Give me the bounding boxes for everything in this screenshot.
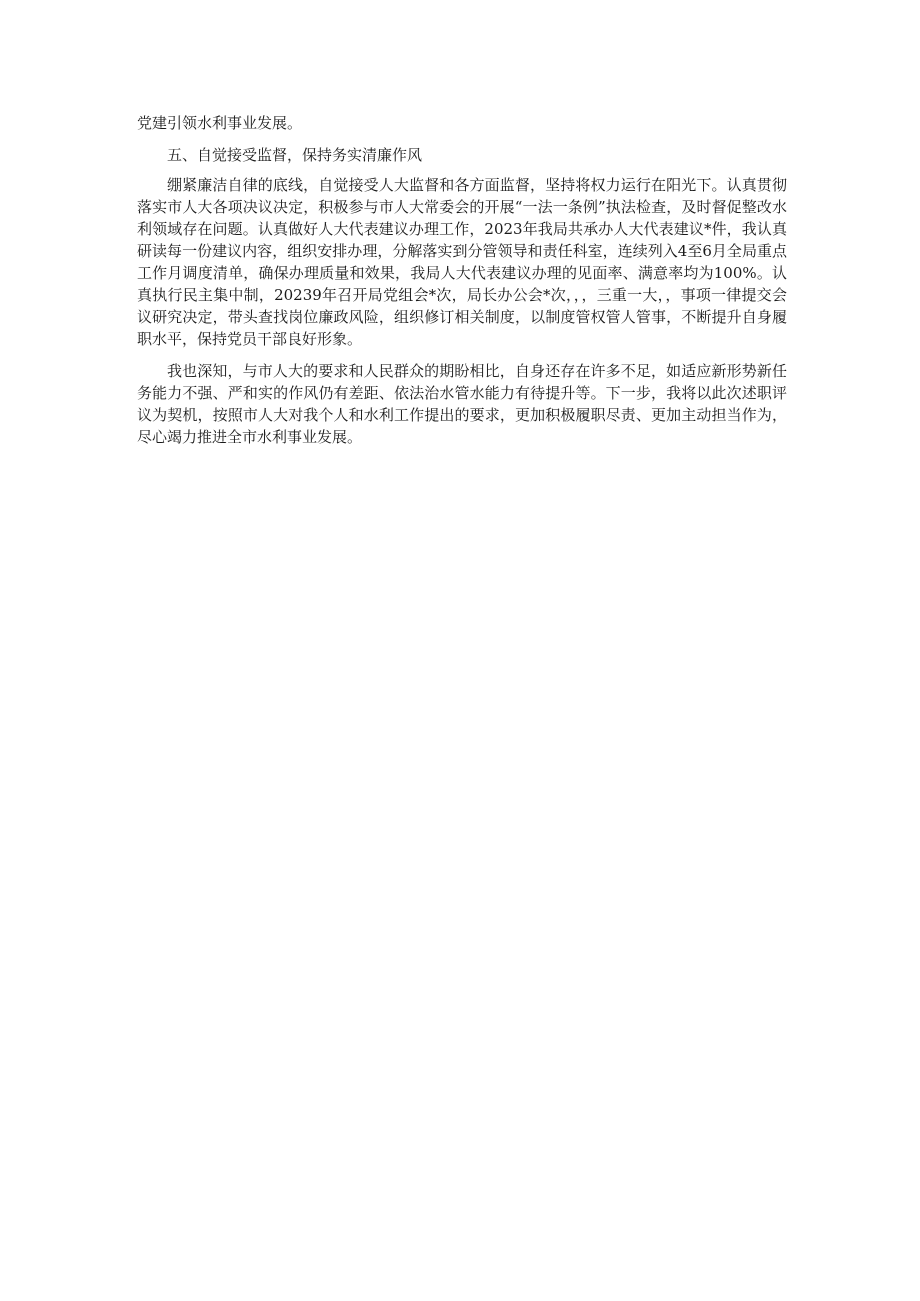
document-body (137, 112, 787, 458)
paragraph-conclusion: 我也深知，与市人大的要求和人民群众的期盼相比，自身还存在许多不足，如适应新形势新任务能力不强、严和实的作风仍有差距、依法治水管水能力有待提升等。下一步，我将以此次述职评议为契机，按照市人大对我个人和水利工作提出的要求，更加积极履职尽责、更加主动担当作为，尽心竭力推进全市水利事业发展。 (137, 362, 787, 446)
paragraph-supervision: 绷紧廉洁自律的底线，自觉接受人大监督和各方面监督，坚持将权力运行在阳光下。认真贯彻落实市人大各项决议决定，积极参与市人大常委会的开展“一法一条例”执法检查，及时督促整改水利领域存在问题。认真做好人大代表建议办理工作，2023年我局共承办人大代表建议*件，我认真研读每一份建议内容，组织安排办理，分解落实到分管领导和责任科室，连续列入4至6月全局重点工作月调度清单，确保办理质量和效果，我局人大代表建议办理的见面率、满意率均为100%。认真执行民主集中制，20239年召开局党组会*次，局长办公会*次，，，三重一大，，事项一律提交会议研究决定，带头查找岗位廉政风险，组织修订相关制度，以制度管权管人管事，不断提升自身履职水平，保持党员干部良好形象。 (137, 176, 787, 348)
section-heading: 五、自觉接受监督，保持务实清廉作风 (167, 146, 423, 164)
paragraph-continuation: 党建引领水利事业发展。 (137, 114, 303, 132)
